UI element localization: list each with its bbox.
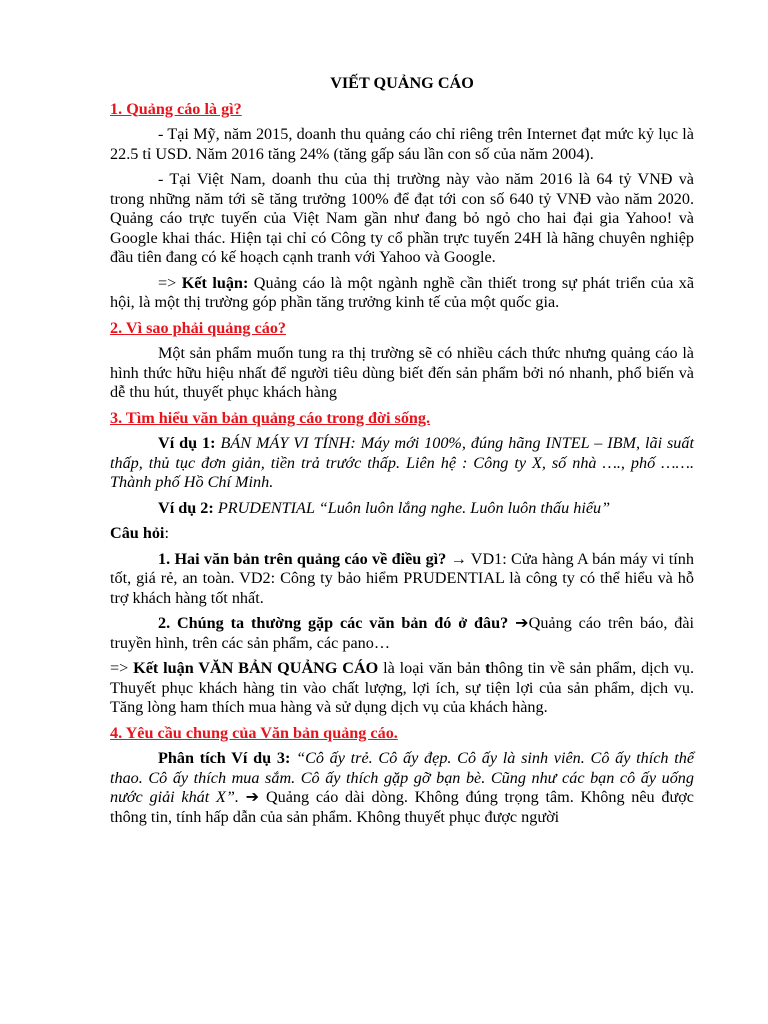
paragraph-why-advertise: Một sản phẩm muốn tung ra thị trường sẽ có nhiều cách thức nhưng quảng cáo là hình thức hữu hiệu nhất để người tiêu dùng biết đến sản phẩm bởi nó nhanh, phổ biến và dễ thu hút, thuyết phục khách hàng xyxy=(110,344,694,401)
paragraph-question xyxy=(110,524,694,544)
conclusion-text: Quảng cáo là một ngành nghề cần thiết trong sự phát triển của xã hội, là một thị trường góp phần tăng trưởng kinh tế của một quốc gia. xyxy=(110,273,695,311)
conclusion-text-a: là loại văn bản xyxy=(378,659,486,677)
conclusion-text-b: hông tin về sản phẩm, dịch vụ. Thuyết phục khách hàng tin vào chất lượng, lợi ích, sự tiện lợi của sản phẩm, dịch vụ. Tăng lòng ham thích mua hàng và sử dụng dịch vụ của khách hàng. xyxy=(110,659,695,716)
conclusion-label: Kết luận: xyxy=(181,273,249,292)
conclusion-bold-t: t xyxy=(485,659,491,677)
arrow-text: => xyxy=(158,273,182,292)
paragraph-q2 xyxy=(110,614,694,653)
paragraph-usa: - Tại Mỹ, năm 2015, doanh thu quảng cáo chỉ riêng trên Internet đạt mức kỷ lục là 22.5 tỉ USD. Năm 2016 tăng 24% (tăng gấp sáu lần con số của năm 2004). xyxy=(110,125,694,163)
section-heading-1: 1. Quảng cáo là gì? xyxy=(110,99,242,118)
document-title: VIẾT QUẢNG CÁO xyxy=(330,74,474,92)
example-3-label: Phân tích Ví dụ 3: xyxy=(158,749,291,767)
paragraph-q1 xyxy=(110,550,694,609)
paragraph-example-1 xyxy=(110,434,694,493)
example-3-analysis: Quảng cáo dài dòng. Không đúng trọng tâm. Không nêu được thông tin, tính hấp dẫn của sản phẩm. Không thuyết phục được người xyxy=(110,788,694,826)
section-heading-3: 3. Tìm hiểu văn bản quảng cáo trong đời sống. xyxy=(110,408,431,427)
q2-answer: Quảng cáo trên báo, đài truyền hình, trên các sản phẩm, các pano… xyxy=(110,614,694,652)
paragraph-example-3 xyxy=(110,749,694,827)
paragraph-conclusion-3 xyxy=(110,659,694,718)
example-2-text: PRUDENTIAL “Luôn luôn lắng nghe. Luôn luôn thấu hiểu” xyxy=(213,498,611,517)
example-3-quote: “Cô ấy trẻ. Cô ấy đẹp. Cô ấy là sinh viên. Cô ấy thích thể thao. Cô ấy thích mua sắm. Cô ấy thích gặp gỡ bạn bè. Cũng như các bạn cô ấy uống nước giải khát X”. xyxy=(110,749,695,806)
document-page xyxy=(110,74,694,833)
paragraph-conclusion-1 xyxy=(110,274,694,313)
example-1-label: Ví dụ 1: xyxy=(158,434,216,452)
section-heading-2: 2. Vì sao phải quảng cáo? xyxy=(110,318,287,337)
section-heading-4: 4. Yêu cầu chung của Văn bản quảng cáo. xyxy=(110,723,398,742)
right-arrow-icon: → xyxy=(446,549,471,568)
paragraph-vietnam: - Tại Việt Nam, doanh thu của thị trường này vào năm 2016 là 64 tỷ VNĐ và trong những năm tới sẽ tăng trưởng 100% để đạt tới con số 640 tỷ VNĐ vào năm 2020. Quảng cáo trực tuyến của Việt Nam gần như đang bỏ ngỏ cho hai đại gia Yahoo! và Google khai thác. Hiện tại chỉ có Công ty cổ phần trực tuyến 24H là hãng chuyên nghiệp đầu tiên đang có kế hoạch cạnh tranh với Yahoo và Google. xyxy=(110,170,694,266)
q1-label: 1. Hai văn bản trên quảng cáo về điều gì? xyxy=(158,549,447,568)
q2-label: 2. Chúng ta thường gặp các văn bản đó ở đâu? xyxy=(158,614,509,632)
question-colon: : xyxy=(164,524,169,542)
question-label: Câu hỏi xyxy=(110,524,165,542)
arrow-text: => xyxy=(110,659,134,677)
q1-answer: VD1: Cửa hàng A bán máy vi tính tốt, giá rẻ, an toàn. VD2: Công ty bảo hiểm PRUDENTIAL là công ty có thể hiểu và hỗ trợ khách hàng tốt nhất. xyxy=(110,549,694,607)
example-2-label: Ví dụ 2: xyxy=(158,498,214,517)
conclusion-label: Kết luận VĂN BẢN QUẢNG CÁO xyxy=(133,659,379,677)
right-arrow-icon: ➔ xyxy=(238,788,260,806)
paragraph-example-2 xyxy=(110,499,694,519)
example-1-text: BÁN MÁY VI TÍNH: Máy mới 100%, đúng hãng INTEL – IBM, lãi suất thấp, thủ tục đơn giản, tiền trả trước thấp. Liên hệ : Công ty X, số nhà …., phố ……. Thành phố Hồ Chí Minh. xyxy=(110,434,694,491)
right-arrow-icon: ➔ xyxy=(508,614,529,632)
